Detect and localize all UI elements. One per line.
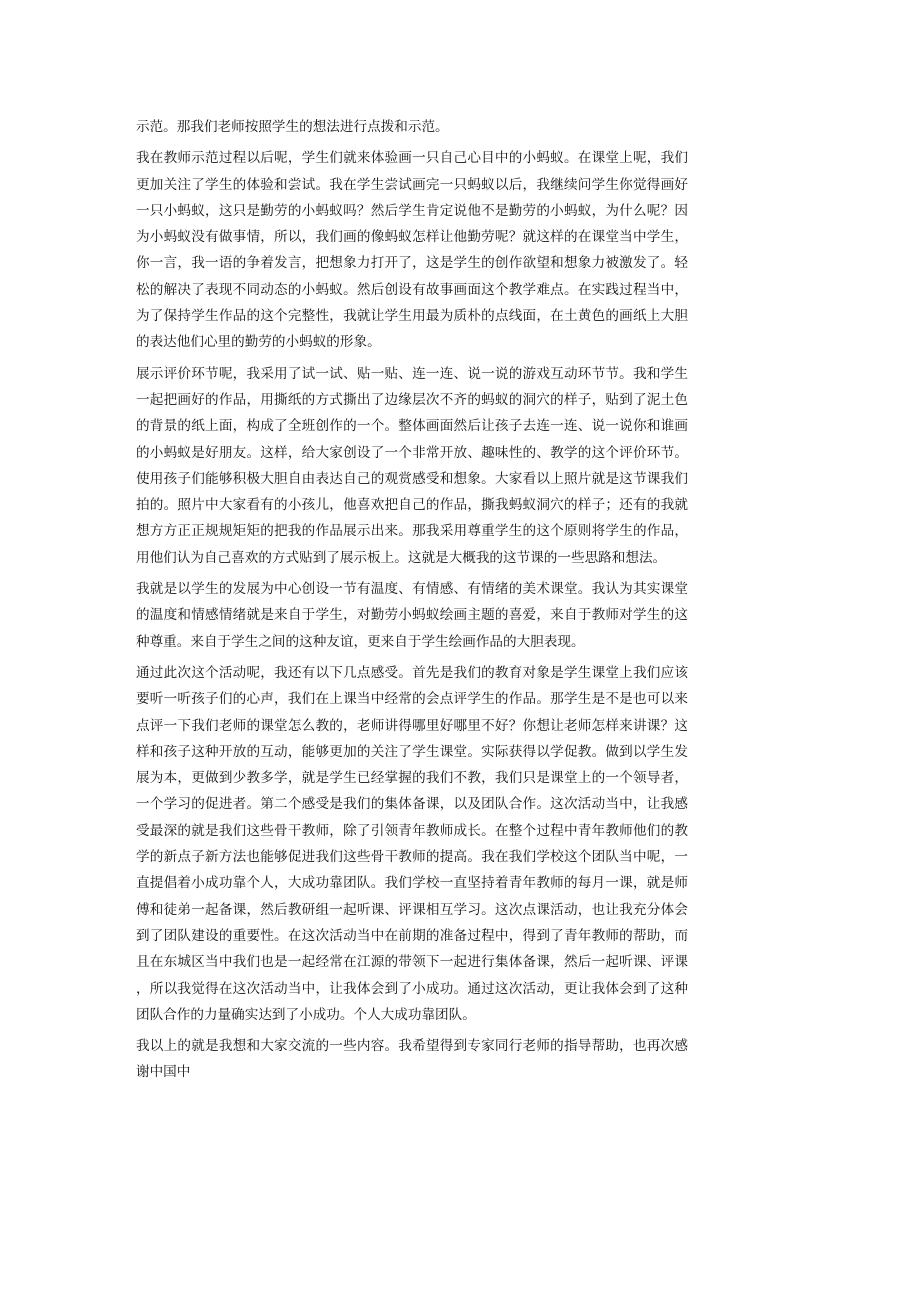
paragraph-3: 展示评价环节呢，我采用了试一试、贴一贴、连一连、说一说的游戏互动环节节。我和学生一起把画好的作品，用撕纸的方式撕出了边缘层次不齐的蚂蚁的洞穴的样子，贴到了泥土色的背景的纸上面，构成了全班创作的一个。整体画面然后让孩子去连一连、说一说你和谁画的小蚂蚁是好朋友。这样，给大家创设了一个非常开放、趣味性的、教学的这个评价环节。使用孩子们能够积极大胆自由表达自己的观赏感受和想象。大家看以上照片就是这节课我们拍的。照片中大家看有的小孩儿，他喜欢把自己的作品，撕我蚂蚁洞穴的样子；还有的我就想方方正正规规矩矩的把我的作品展示出来。那我采用尊重学生的这个原则将学生的作品，用他们认为自己喜欢的方式贴到了展示板上。这就是大概我的这节课的一些思路和想法。 [136,365,688,566]
document-body [136,114,688,1091]
paragraph-6: 我以上的就是我想和大家交流的一些内容。我希望得到专家同行老师的指导帮助，也再次感谢中国中 [136,1038,688,1081]
paragraph-5: 通过此次这个活动呢，我还有以下几点感受。首先是我们的教育对象是学生课堂上我们应该要听一听孩子们的心声，我们在上课当中经常的会点评学生的作品。那学生是不是也可以来点评一下我们老师的课堂怎么教的，老师讲得哪里好哪里不好？你想让老师怎样来讲课？这样和孩子这种开放的互动，能够更加的关注了学生课堂。实际获得以学促教。做到以学生发展为本，更做到少教多学，就是学生已经掌握的我们不教，我们只是课堂上的一个领导者，一个学习的促进者。第二个感受是我们的集体备课，以及团队合作。这次活动当中，让我感受最深的就是我们这些骨干教师，除了引领青年教师成长。在整个过程中青年教师他们的教学的新点子新方法也能够促进我们这些骨干教师的提高。我在我们学校这个团队当中呢，一直提倡着小成功靠个人，大成功靠团队。我们学校一直坚持着青年教师的每月一课，就是师傅和徒弟一起备课，然后教研组一起听课、评课相互学习。这次点课活动，也让我充分体会到了团队建设的重要性。在这次活动当中在前期的准备过程中，得到了青年教师的帮助，而且在东城区当中我们也是一起经常在江源的带领下一起进行集体备课，然后一起听课、评课，所以我觉得在这次活动当中，让我体会到了小成功。通过这次活动，更让我体会到了这种团队合作的力量确实达到了小成功。个人大成功靠团队。 [136,664,688,1023]
paragraph-1: 示范。那我们老师按照学生的想法进行点拨和示范。 [136,119,449,135]
paragraph-2: 我在教师示范过程以后呢，学生们就来体验画一只自己心目中的小蚂蚁。在课堂上呢，我们更加关注了学生的体验和尝试。我在学生尝试画完一只蚂蚁以后，我继续问学生你觉得画好一只小蚂蚁，这只是勤劳的小蚂蚁吗？然后学生肯定说他不是勤劳的小蚂蚁，为什么呢？因为小蚂蚁没有做事情，所以，我们画的像蚂蚁怎样让他勤劳呢？就这样的在课堂当中学生，你一言，我一语的争着发言，把想象力打开了，这是学生的创作欲望和想象力被激发了。轻松的解决了表现不同动态的小蚂蚁。然后创设有故事画面这个教学难点。在实践过程当中，为了保持学生作品的这个完整性，我就让学生用最为质朴的点线面，在土黄色的画纸上大胆的表达他们心里的勤劳的小蚂蚁的形象。 [136,150,688,351]
paragraph-4: 我就是以学生的发展为中心创设一节有温度、有情感、有情绪的美术课堂。我认为其实课堂的温度和情感情绪就是来自于学生，对勤劳小蚂蚁绘画主题的喜爱，来自于教师对学生的这种尊重。来自于学生之间的这种友谊，更来自于学生绘画作品的大胆表现。 [136,581,688,650]
